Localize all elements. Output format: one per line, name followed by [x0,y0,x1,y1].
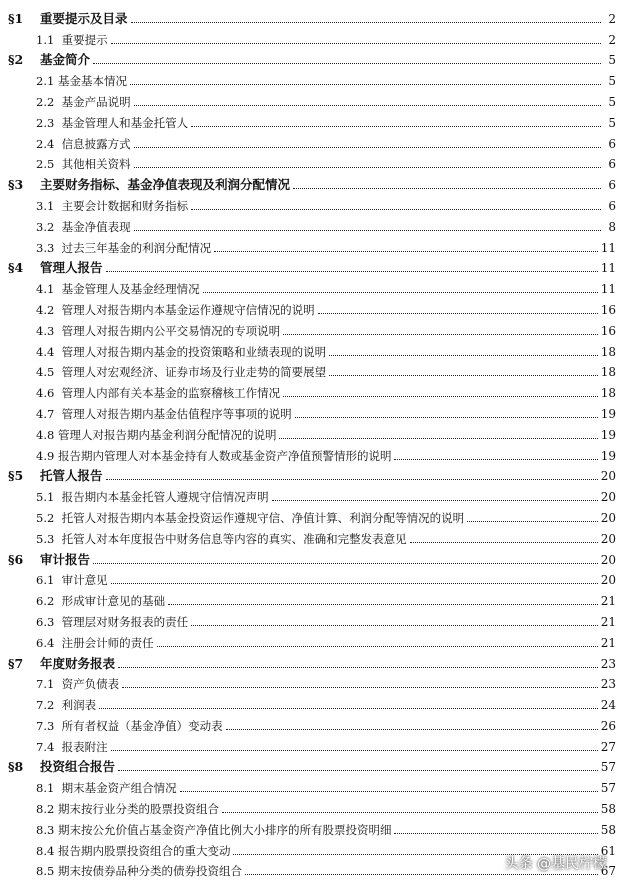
toc-entry-title: 2.5 其他相关资料 [36,157,131,172]
toc-entry-title: 5.3 托管人对本年度报告中财务信息等内容的真实、准确和完整发表意见 [36,531,407,546]
toc-entry-title: 4.3 管理人对报告期内公平交易情况的专项说明 [36,323,281,338]
toc-page-number: 6 [608,178,616,193]
toc-page-number: 21 [600,614,616,629]
toc-subsection-entry[interactable] [8,360,616,381]
toc-page-number: 61 [600,843,616,858]
dot-leader [111,583,598,584]
dot-leader [226,729,598,730]
toc-entry-label [36,801,219,817]
toc-page-number: 18 [600,344,616,359]
toc-entry-label [36,32,108,48]
toc-entry-label [8,468,103,484]
dot-leader [106,271,598,272]
toc-page-number: 11 [600,261,616,276]
toc-page-number: 16 [600,323,616,338]
toc-entry-label [36,718,223,734]
toc-entry-label [36,198,188,214]
watermark-text: 头条 @基民柠檬 [504,856,607,872]
toc-subsection-entry[interactable] [8,214,616,235]
toc-page-number: 2 [608,32,616,47]
toc-entry-label [8,759,115,775]
toc-entry-title: 1.1 重要提示 [36,32,108,47]
toc-section-number: §4 [8,260,24,276]
dot-leader [131,22,601,23]
toc-entry-label [36,240,211,256]
dot-leader [134,230,601,231]
toc-subsection-entry[interactable] [8,339,616,360]
toc-entry-label [36,136,131,152]
toc-page-number: 67 [600,864,616,879]
toc-entry-title: 8.1 期末基金资产组合情况 [36,781,177,796]
toc-subsection-entry[interactable] [8,89,616,110]
toc-subsection-entry[interactable] [8,734,616,755]
toc-page-number: 8 [608,219,616,234]
toc-page-number: 20 [600,510,616,525]
toc-entry-label [36,531,407,547]
toc-entry-title: 8.5 期末按债券品种分类的债券投资组合 [36,864,242,879]
dot-leader [245,874,598,875]
toc-section-number: §8 [8,759,24,775]
toc-page-number: 20 [600,490,616,505]
dot-leader [318,313,598,314]
toc-section-number: §7 [8,655,24,671]
toc-entry-label [8,656,115,672]
toc-subsection-entry[interactable] [8,713,616,734]
toc-entry-label [8,260,103,276]
toc-page-number: 19 [600,406,616,421]
toc-page-number: 19 [600,448,616,463]
toc-entry-title: 3.1 主要会计数据和财务指标 [36,198,189,213]
toc-entry-label [36,94,131,110]
toc-subsection-entry[interactable] [8,775,616,796]
toc-entry-title: 审计报告 [40,551,91,567]
toc-subsection-entry[interactable] [8,484,616,505]
toc-entry-label [36,489,269,505]
table-of-contents [8,6,616,879]
toc-entry-label [36,385,280,401]
dot-leader [134,147,601,148]
toc-subsection-entry[interactable] [8,609,616,630]
toc-page-number: 20 [600,469,616,484]
toc-entry-title: 5.1 报告期内本基金托管人遵规守信情况声明 [36,490,269,505]
toc-entry-label [8,552,90,568]
toc-page-number: 23 [600,656,616,671]
toc-subsection-entry[interactable] [8,297,616,318]
toc-section-number: §6 [8,551,24,567]
toc-page-number: 57 [600,760,616,775]
toc-entry-label [36,863,242,879]
toc-entry-title: 4.1 基金管理人及基金经理情况 [36,282,200,297]
toc-subsection-entry[interactable] [8,588,616,609]
toc-entry-title: 7.1 资产负债表 [36,677,120,692]
toc-subsection-entry[interactable] [8,110,616,131]
dot-leader [410,542,598,543]
toc-subsection-entry[interactable] [8,401,616,422]
toc-subsection-entry[interactable] [8,672,616,693]
toc-section-entry[interactable] [8,755,616,776]
toc-subsection-entry[interactable] [8,380,616,401]
toc-entry-label [8,177,290,193]
toc-section-entry[interactable] [8,6,616,27]
toc-entry-label [36,614,188,630]
toc-entry-label [36,739,108,755]
toc-entry-label [36,364,326,380]
toc-entry-label [36,676,119,692]
toc-subsection-entry[interactable] [8,526,616,547]
toc-entry-title: 2.1 基金基本情况 [36,74,127,89]
dot-leader [111,750,598,751]
toc-entry-label [36,448,391,464]
dot-leader [99,708,598,709]
dot-leader [394,833,597,834]
toc-entry-label [36,697,96,713]
toc-entry-title: 6.1 审计意见 [36,573,108,588]
toc-entry-title: 4.5 管理人对宏观经济、证券市场及行业走势的简要展望 [36,365,327,380]
toc-subsection-entry[interactable] [8,505,616,526]
toc-entry-title: 2.2 基金产品说明 [36,94,131,109]
toc-entry-label [36,510,464,526]
toc-section-number: §3 [8,177,24,193]
toc-page-number: 5 [608,115,616,130]
toc-page-number: 26 [600,718,616,733]
toc-entry-title: 3.3 过去三年基金的利润分配情况 [36,240,212,255]
toc-subsection-entry[interactable] [8,68,616,89]
toc-page-number: 5 [608,94,616,109]
toc-entry-title: 2.4 信息披露方式 [36,136,131,151]
toc-entry-title: 3.2 基金净值表现 [36,219,131,234]
toc-page-number: 57 [600,781,616,796]
toc-page-number: 58 [600,802,616,817]
toc-page-number: 16 [600,302,616,317]
toc-page-number: 19 [600,427,616,442]
dot-leader [106,479,598,480]
toc-entry-title: 4.4 管理人对报告期内基金的投资策略和业绩表现的说明 [36,344,327,359]
dot-leader [118,770,598,771]
toc-page-number: 6 [608,198,616,213]
toc-entry-label [36,635,154,651]
dot-leader [279,438,597,439]
dot-leader [283,396,598,397]
watermark [505,853,607,873]
dot-leader [214,251,598,252]
toc-entry-title: 4.2 管理人对报告期内本基金运作遵规守信情况的说明 [36,302,315,317]
toc-page-number: 5 [608,74,616,89]
dot-leader [272,500,598,501]
toc-entry-label [36,323,280,339]
dot-leader [118,667,598,668]
toc-section-number: §5 [8,468,24,484]
toc-subsection-entry[interactable] [8,817,616,838]
toc-page-number: 24 [600,698,616,713]
toc-entry-title: 基金简介 [40,52,91,68]
toc-entry-label [36,344,326,360]
toc-subsection-entry[interactable] [8,422,616,443]
toc-entry-label [36,780,177,796]
dot-leader [283,334,598,335]
toc-page-number: 6 [608,157,616,172]
dot-leader [122,687,598,688]
toc-subsection-entry[interactable] [8,443,616,464]
toc-page-number: 11 [600,282,616,297]
toc-entry-title: 投资组合报告 [40,759,116,775]
toc-entry-title: 8.4 报告期内股票投资组合的重大变动 [36,843,231,858]
toc-entry-title: 8.3 期末按公允价值占基金资产净值比例大小排序的所有股票投资明细 [36,822,392,837]
dot-leader [134,105,601,106]
toc-entry-title: 6.2 形成审计意见的基础 [36,594,166,609]
toc-section-number: §2 [8,52,24,68]
toc-entry-title: 年度财务报表 [40,655,116,671]
toc-entry-label [8,11,128,27]
toc-subsection-entry[interactable] [8,692,616,713]
dot-leader [134,167,601,168]
toc-page-number: 11 [600,240,616,255]
toc-section-entry[interactable] [8,172,616,193]
toc-subsection-entry[interactable] [8,630,616,651]
toc-entry-title: 8.2 期末按行业分类的股票投资组合 [36,802,219,817]
toc-page-number: 20 [600,552,616,567]
toc-subsection-entry[interactable] [8,27,616,48]
toc-page-number: 18 [600,386,616,401]
toc-entry-title: 7.2 利润表 [36,698,97,713]
toc-entry-title: 6.4 注册会计师的责任 [36,635,154,650]
dot-leader [329,355,598,356]
toc-page-number: 21 [600,594,616,609]
toc-entry-title: 管理人报告 [40,260,103,276]
toc-entry-label [36,572,108,588]
toc-section-entry[interactable] [8,464,616,485]
toc-entry-label [36,406,292,422]
toc-page-number: 2 [608,11,616,26]
dot-leader [157,646,598,647]
toc-entry-label [36,302,315,318]
toc-page-number: 6 [608,136,616,151]
toc-entry-label [36,593,165,609]
toc-section-entry[interactable] [8,651,616,672]
toc-entry-label [36,156,131,172]
toc-entry-title: 托管人报告 [40,468,103,484]
toc-page-number: 5 [608,53,616,68]
toc-entry-title: 2.3 基金管理人和基金托管人 [36,115,189,130]
dot-leader [467,521,598,522]
toc-entry-label [36,427,276,443]
toc-section-entry[interactable] [8,48,616,69]
toc-page-number: 20 [600,531,616,546]
dot-leader [329,375,598,376]
toc-page-number: 58 [600,822,616,837]
toc-page-number: 20 [600,573,616,588]
toc-entry-title: 5.2 托管人对报告期内本基金投资运作遵规守信、净值计算、利润分配等情况的说明 [36,510,465,525]
toc-subsection-entry[interactable] [8,318,616,339]
toc-entry-label [36,281,200,297]
toc-entry-label [36,843,230,859]
dot-leader [111,43,601,44]
dot-leader [168,604,598,605]
toc-subsection-entry[interactable] [8,193,616,214]
toc-entry-title: 主要财务指标、基金净值表现及利润分配情况 [40,177,291,193]
toc-section-entry[interactable] [8,256,616,277]
dot-leader [191,625,598,626]
dot-leader [180,791,598,792]
toc-entry-title: 4.9 报告期内管理人对本基金持有人数或基金资产净值预警情形的说明 [36,448,392,463]
dot-leader [394,459,597,460]
toc-subsection-entry[interactable] [8,796,616,817]
toc-subsection-entry[interactable] [8,235,616,256]
toc-entry-title: 4.8 管理人对报告期内基金利润分配情况的说明 [36,427,277,442]
toc-subsection-entry[interactable] [8,152,616,173]
toc-section-number: §1 [8,10,24,26]
dot-leader [93,63,601,64]
toc-entry-title: 重要提示及目录 [40,10,128,26]
dot-leader [130,84,601,85]
toc-entry-label [36,73,127,89]
toc-subsection-entry[interactable] [8,276,616,297]
toc-entry-label [36,219,131,235]
dot-leader [222,812,598,813]
toc-entry-title: 4.7 管理人对报告期内基金估值程序等事项的说明 [36,406,292,421]
toc-subsection-entry[interactable] [8,568,616,589]
toc-entry-label [8,52,90,68]
toc-entry-title: 7.3 所有者权益（基金净值）变动表 [36,718,223,733]
dot-leader [191,209,601,210]
dot-leader [191,126,601,127]
toc-page-number: 23 [600,677,616,692]
dot-leader [93,563,598,564]
toc-page-number: 18 [600,365,616,380]
dot-leader [293,188,601,189]
toc-page-number: 27 [600,739,616,754]
toc-page-number: 21 [600,635,616,650]
toc-entry-title: 6.3 管理层对财务报表的责任 [36,614,189,629]
dot-leader [295,417,598,418]
dot-leader [203,292,598,293]
toc-section-entry[interactable] [8,547,616,568]
toc-entry-title: 7.4 报表附注 [36,739,108,754]
toc-entry-label [36,115,188,131]
toc-entry-label [36,822,391,838]
toc-subsection-entry[interactable] [8,131,616,152]
toc-entry-title: 4.6 管理人内部有关本基金的监察稽核工作情况 [36,386,281,401]
